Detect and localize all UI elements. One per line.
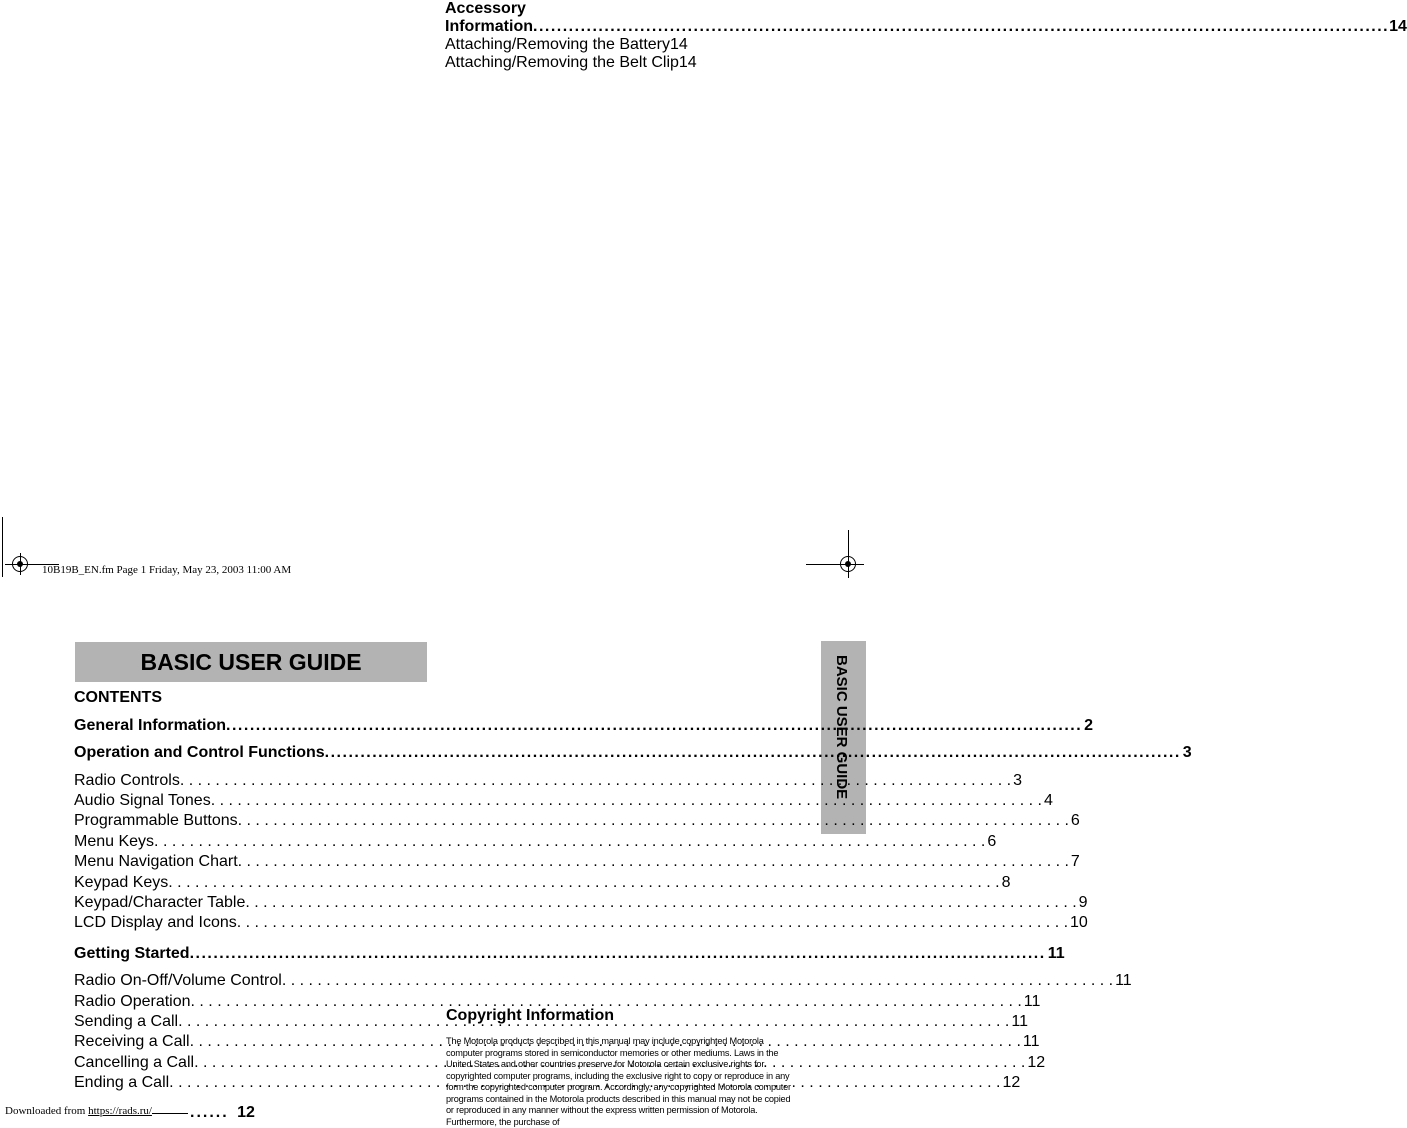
toc-dot-leader — [238, 812, 1069, 830]
left-toc-entry[interactable] — [74, 972, 1132, 990]
toc-entry-title: Cancelling a Call — [74, 1054, 195, 1071]
copyright-body: The Motorola products described in this manual may include copyrighted Motorola computer programs stored in semiconductor memories or other mediums. Laws in the United States and other countries preserve for Motorola certain exclusive rights for copyrighted computer programs, including the exclusive right to copy or reproduce in any form the copyrighted computer program. Accordingly, any copyrighted Motorola computer programs contained in the Motorola products described in this manual may not be copied or reproduced in any manner without the express written permission of Motorola. Furthermore, the purchase of — [446, 1036, 791, 1127]
side-tab-label: BASIC USER GUIDE — [833, 655, 850, 800]
toc-dot-leader — [154, 833, 985, 851]
file-info-header: 10B19B_EN.fm Page 1 Friday, May 23, 2003 11:00 AM — [42, 564, 292, 576]
page-title: BASIC USER GUIDE — [140, 648, 362, 675]
left-toc-entry[interactable] — [74, 717, 1094, 735]
left-toc-entry[interactable] — [74, 744, 1192, 762]
left-toc-entry[interactable] — [74, 833, 997, 851]
toc-entry-page: 11 — [1115, 972, 1132, 989]
toc-entry-title: Operation and Control Functions — [74, 744, 325, 761]
toc-entry-title: Attaching/Removing the Belt Clip — [445, 54, 679, 71]
toc-dot-leader — [282, 972, 1113, 990]
toc-entry-page: 11 — [1047, 945, 1065, 962]
toc-entry-title: Accessory Information — [445, 0, 533, 35]
toc-entry-title: Attaching/Removing the Battery — [445, 36, 671, 53]
toc-dot-leader — [168, 874, 999, 892]
toc-entry-title: Programmable Buttons — [74, 812, 238, 829]
toc-entry-title: Receiving a Call — [74, 1033, 190, 1050]
registration-dot-right-icon — [845, 561, 851, 567]
download-note-text: Downloaded from — [5, 1105, 86, 1117]
download-link-underline — [152, 1104, 188, 1114]
left-toc-entry[interactable] — [74, 874, 1011, 892]
toc-entry-page: 10 — [1070, 914, 1088, 931]
toc-dot-leader — [190, 945, 1046, 963]
contents-heading: CONTENTS — [74, 689, 162, 706]
right-toc-entry[interactable] — [445, 36, 781, 54]
copyright-heading: Copyright Information — [446, 1007, 614, 1024]
footer-leader-dots: ...... — [190, 1104, 229, 1121]
toc-entry-title: Audio Signal Tones — [74, 792, 211, 809]
toc-entry-page: 3 — [1182, 744, 1192, 761]
toc-entry-page: 6 — [987, 833, 997, 850]
toc-entry-title: LCD Display and Icons — [74, 914, 237, 931]
toc-entry-page: 3 — [1013, 772, 1023, 789]
left-toc-entry[interactable] — [74, 914, 1088, 932]
left-toc-entry[interactable] — [74, 792, 1053, 810]
toc-entry-title: Keypad Keys — [74, 874, 169, 891]
toc-entry-page: 11 — [1022, 1033, 1040, 1050]
toc-entry-page: 7 — [1070, 853, 1080, 870]
toc-entry-page: 8 — [1001, 874, 1011, 891]
toc-dot-leader — [238, 853, 1069, 871]
toc-entry-title: General Information — [74, 717, 227, 734]
left-toc-entry[interactable] — [74, 894, 1088, 912]
table-of-contents-right — [445, 0, 1407, 72]
toc-entry-title: Ending a Call — [74, 1074, 170, 1091]
right-toc-entry[interactable] — [445, 54, 781, 72]
download-note — [5, 1104, 188, 1117]
registration-dot-left-icon — [17, 561, 23, 567]
toc-entry-title: Radio Controls — [74, 772, 180, 789]
toc-entry-page: 6 — [1070, 812, 1080, 829]
toc-entry-page: 9 — [1078, 894, 1088, 911]
footer-toc-leader — [190, 1104, 255, 1122]
left-toc-entry[interactable] — [74, 772, 1023, 790]
toc-entry-page: 4 — [1043, 792, 1053, 809]
left-toc-entry[interactable] — [74, 993, 1041, 1011]
toc-entry-title: Radio On-Off/Volume Control — [74, 972, 282, 989]
toc-entry-title: Getting Started — [74, 945, 190, 962]
left-toc-entry[interactable] — [74, 812, 1080, 830]
toc-entry-page: 11 — [1023, 993, 1041, 1010]
left-toc-entry[interactable] — [74, 1054, 1046, 1072]
toc-dot-leader — [226, 717, 1082, 735]
toc-entry-title: Radio Operation — [74, 993, 191, 1010]
toc-dot-leader — [325, 744, 1181, 762]
left-toc-entry[interactable] — [74, 945, 1065, 963]
crop-mark-left-vertical — [2, 517, 3, 577]
right-toc-entry[interactable] — [445, 0, 1407, 36]
download-link[interactable]: https://rads.ru/ — [88, 1105, 152, 1117]
left-toc-entry[interactable] — [74, 853, 1080, 871]
toc-dot-leader — [211, 792, 1042, 810]
toc-dot-leader — [180, 772, 1011, 790]
toc-entry-page: 14 — [1389, 18, 1407, 35]
toc-entry-page: 2 — [1084, 717, 1094, 734]
page-title-banner — [75, 642, 427, 682]
toc-dot-leader — [533, 18, 1389, 35]
left-toc-entry[interactable] — [74, 1033, 1040, 1051]
toc-entry-title: Sending a Call — [74, 1013, 179, 1030]
toc-entry-page: 12 — [1027, 1054, 1046, 1071]
toc-entry-title: Menu Keys — [74, 833, 155, 850]
toc-dot-leader — [237, 914, 1068, 932]
toc-entry-title: Menu Navigation Chart — [74, 853, 238, 870]
toc-entry-page: 14 — [678, 54, 697, 71]
toc-entry-page: 14 — [670, 36, 688, 53]
toc-entry-page: 12 — [1002, 1074, 1021, 1091]
footer-page-number: 12 — [237, 1104, 255, 1121]
toc-dot-leader — [245, 894, 1076, 912]
toc-entry-title: Keypad/Character Table — [74, 894, 246, 911]
toc-entry-page: 11 — [1011, 1013, 1028, 1030]
left-toc-entry[interactable] — [74, 1074, 1021, 1092]
